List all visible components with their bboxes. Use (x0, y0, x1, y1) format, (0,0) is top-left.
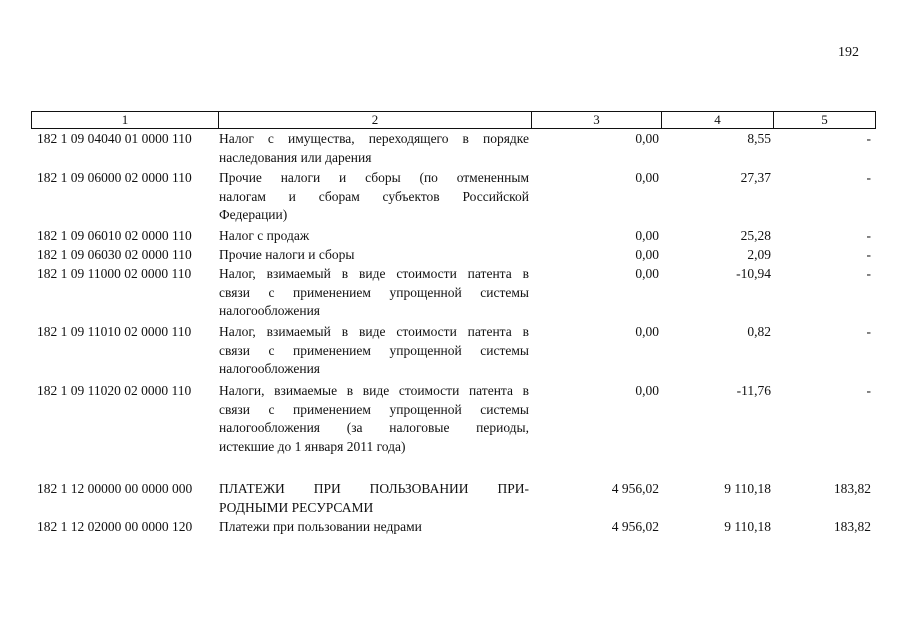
value-col-5: - (866, 131, 871, 146)
value-col-3: 4 956,02 (611, 481, 659, 496)
item-name (219, 265, 529, 321)
value-col-5: 183,82 (833, 519, 871, 534)
column-header-3: 3 (532, 112, 662, 129)
item-name-line: Прочие налоги и сборы (по отмененным (219, 170, 529, 185)
item-name-line: связи с применением упрощенной системы (219, 284, 529, 300)
budget-code: 182 1 09 11010 02 0000 110 (37, 324, 192, 339)
column-header-1: 1 (32, 112, 219, 129)
value-col-4: -10,94 (736, 266, 771, 281)
item-name-line: Федерации) (219, 207, 288, 222)
value-col-3: 0,00 (635, 324, 659, 339)
item-name (219, 169, 529, 225)
value-col-5: 183,82 (833, 481, 871, 496)
item-name-line: истекшие до 1 января 2011 года) (219, 438, 406, 454)
value-col-3: 0,00 (635, 266, 659, 281)
item-name-line: налогообложения (219, 361, 321, 376)
value-col-5: - (866, 170, 871, 185)
item-name-line: Платежи при пользовании недрами (219, 519, 422, 534)
budget-code: 182 1 09 06010 02 0000 110 (37, 228, 192, 243)
budget-code: 182 1 12 00000 00 0000 000 (37, 481, 193, 496)
item-name-line: Налог с продаж (219, 228, 310, 243)
item-name-line: связи с применением упрощенной системы (219, 401, 529, 417)
item-name-line: Налоги, взимаемые в виде стоимости патента в (219, 383, 529, 398)
budget-code: 182 1 09 06000 02 0000 110 (37, 170, 192, 185)
column-header-5: 5 (774, 112, 876, 129)
item-name-line: наследования или дарения (219, 149, 372, 165)
value-col-4: 9 110,18 (724, 481, 771, 496)
item-name-line: РОДНЫМИ РЕСУРСАМИ (219, 499, 374, 515)
item-name-line: Налог, взимаемый в виде стоимости патента в (219, 324, 529, 339)
item-name (219, 246, 529, 265)
value-col-4: 27,37 (740, 170, 771, 185)
value-col-3: 0,00 (635, 228, 659, 243)
column-header-2: 2 (219, 112, 532, 129)
value-col-4: 2,09 (747, 247, 771, 262)
value-col-3: 0,00 (635, 383, 659, 398)
budget-code: 182 1 09 11000 02 0000 110 (37, 266, 192, 281)
value-col-4: 9 110,18 (724, 519, 771, 534)
budget-code: 182 1 12 02000 00 0000 120 (37, 519, 193, 534)
value-col-5: - (866, 324, 871, 339)
value-col-3: 0,00 (635, 247, 659, 262)
column-header-4: 4 (662, 112, 774, 129)
value-col-4: 25,28 (740, 228, 771, 243)
item-name (219, 130, 529, 167)
item-name-line: связи с применением упрощенной системы (219, 342, 529, 358)
item-name-line: Налог с имущества, переходящего в порядке (219, 131, 529, 146)
item-name-line: налогообложения (за налоговые периоды, (219, 420, 529, 435)
value-col-5: - (866, 266, 871, 281)
value-col-4: -11,76 (736, 383, 771, 398)
value-col-3: 0,00 (635, 131, 659, 146)
item-name-line: ПЛАТЕЖИ ПРИ ПОЛЬЗОВАНИИ ПРИ- (219, 481, 529, 496)
value-col-5: - (866, 383, 871, 398)
item-name-line: Налог, взимаемый в виде стоимости патента в (219, 266, 529, 281)
value-col-4: 0,82 (747, 324, 771, 339)
item-name-line: налогам и сборам субъектов Российской (219, 188, 529, 204)
value-col-3: 0,00 (635, 170, 659, 185)
column-header-row (31, 111, 876, 129)
budget-code: 182 1 09 04040 01 0000 110 (37, 131, 192, 146)
value-col-5: - (866, 228, 871, 243)
value-col-4: 8,55 (747, 131, 771, 146)
item-name (219, 382, 529, 456)
item-name (219, 323, 529, 379)
budget-code: 182 1 09 06030 02 0000 110 (37, 247, 192, 262)
item-name-line: налогообложения (219, 303, 321, 318)
item-name (219, 480, 529, 517)
budget-code: 182 1 09 11020 02 0000 110 (37, 383, 192, 398)
value-col-5: - (866, 247, 871, 262)
item-name (219, 518, 529, 537)
value-col-3: 4 956,02 (611, 519, 659, 534)
item-name (219, 227, 529, 246)
item-name-line: Прочие налоги и сборы (219, 247, 355, 262)
page-number: 192 (838, 45, 859, 60)
